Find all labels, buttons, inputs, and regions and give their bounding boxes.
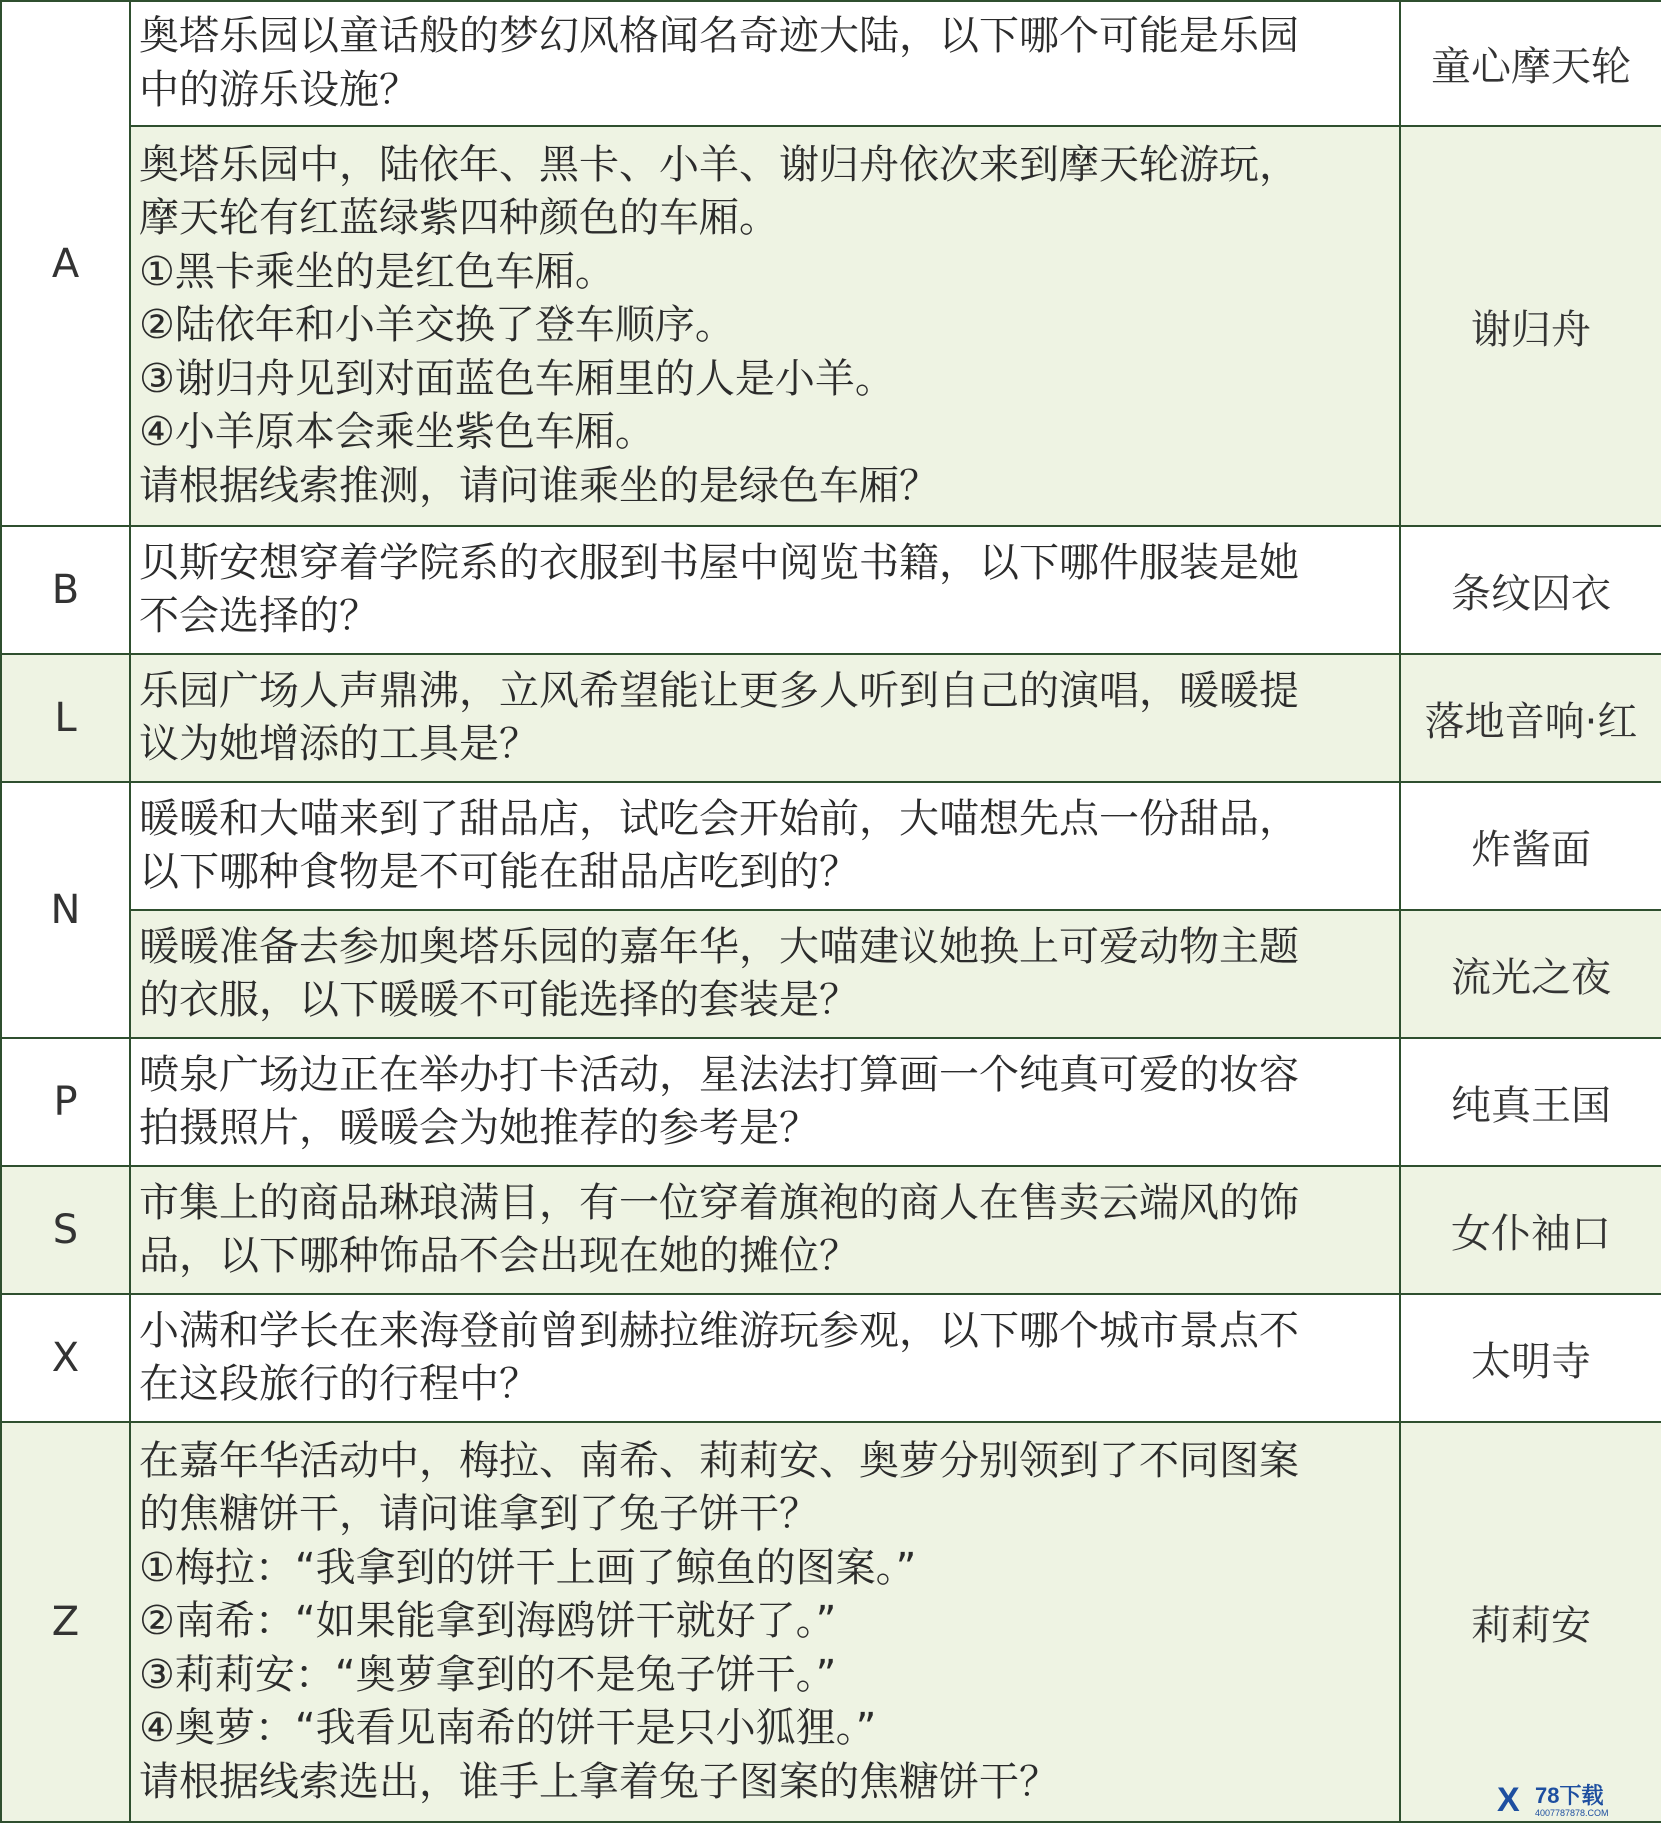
- table-row: [1, 1, 1661, 126]
- row-letter: Z: [1, 1422, 130, 1822]
- row-letter: P: [1, 1038, 130, 1166]
- table-body: [1, 1, 1661, 1822]
- question-line: 喷泉广场边正在举办打卡活动，星法法打算画一个纯真可爱的妆容: [139, 1051, 1299, 1098]
- question-line: 在这段旅行的行程中？: [139, 1361, 539, 1407]
- question-cell: [130, 126, 1400, 526]
- question-line: ①梅拉：“我拿到的饼干上画了鲸鱼的图案。”: [139, 1544, 917, 1591]
- row-letter: S: [1, 1166, 130, 1294]
- question-line: 拍摄照片，暖暖会为她推荐的参考是？: [139, 1105, 819, 1151]
- question-line: 小满和学长在来海登前曾到赫拉维游玩参观，以下哪个城市景点不: [139, 1307, 1299, 1354]
- answer-cell: 莉莉安: [1400, 1422, 1661, 1822]
- table-row: [1, 910, 1661, 1038]
- question-line: 乐园广场人声鼎沸，立风希望能让更多人听到自己的演唱，暖暖提: [139, 667, 1299, 714]
- answer-cell: 童心摩天轮: [1400, 1, 1661, 126]
- question-line: 奥塔乐园以童话般的梦幻风格闻名奇迹大陆，以下哪个可能是乐园: [139, 13, 1299, 59]
- question-line: 的衣服，以下暖暖不可能选择的套装是？: [139, 977, 859, 1023]
- question-line: ②陆依年和小羊交换了登车顺序。: [139, 302, 735, 349]
- question-line: ①黑卡乘坐的是红色车厢。: [139, 248, 615, 295]
- question-line: 暖暖准备去参加奥塔乐园的嘉年华，大喵建议她换上可爱动物主题: [139, 923, 1299, 970]
- answer-cell: 流光之夜: [1400, 910, 1661, 1038]
- answer-cell: 谢归舟: [1400, 126, 1661, 526]
- table-row: [1, 654, 1661, 782]
- question-line: 不会选择的？: [139, 593, 379, 639]
- question-line: 暖暖和大喵来到了甜品店，试吃会开始前，大喵想先点一份甜品，: [139, 795, 1299, 842]
- question-cell: [130, 782, 1400, 910]
- question-line: ③谢归舟见到对面蓝色车厢里的人是小羊。: [139, 355, 895, 402]
- row-letter: B: [1, 526, 130, 654]
- question-line: 在嘉年华活动中，梅拉、南希、莉莉安、奥萝分别领到了不同图案: [139, 1437, 1299, 1484]
- question-line: 的焦糖饼干，请问谁拿到了兔子饼干？: [139, 1491, 819, 1538]
- answer-cell: 落地音响·红: [1400, 654, 1661, 782]
- answer-cell: 纯真王国: [1400, 1038, 1661, 1166]
- row-letter: L: [1, 654, 130, 782]
- question-line: 请根据线索推测，请问谁乘坐的是绿色车厢？: [139, 462, 939, 509]
- row-letter: N: [1, 782, 130, 1038]
- answer-cell: 条纹囚衣: [1400, 526, 1661, 654]
- answer-cell: 太明寺: [1400, 1294, 1661, 1422]
- question-cell: [130, 910, 1400, 1038]
- question-cell: [130, 1166, 1400, 1294]
- watermark-x-icon: X: [1497, 1781, 1520, 1819]
- question-line: ④奥萝：“我看见南希的饼干是只小狐狸。”: [139, 1705, 877, 1752]
- question-line: 摩天轮有红蓝绿紫四种颜色的车厢。: [139, 195, 779, 242]
- question-cell: [130, 526, 1400, 654]
- question-line: 市集上的商品琳琅满目，有一位穿着旗袍的商人在售卖云端风的饰: [139, 1179, 1299, 1226]
- question-line: 请根据线索选出，谁手上拿着兔子图案的焦糖饼干？: [139, 1758, 1059, 1805]
- question-line: ③莉莉安：“奥萝拿到的不是兔子饼干。”: [139, 1651, 837, 1698]
- question-cell: [130, 1, 1400, 126]
- question-line: ④小羊原本会乘坐紫色车厢。: [139, 409, 655, 456]
- table-row: [1, 526, 1661, 654]
- answer-cell: 女仆袖口: [1400, 1166, 1661, 1294]
- table-row: [1, 126, 1661, 526]
- answer-cell: 炸酱面: [1400, 782, 1661, 910]
- question-cell: [130, 1422, 1400, 1822]
- question-line: 奥塔乐园中，陆依年、黑卡、小羊、谢归舟依次来到摩天轮游玩，: [139, 141, 1299, 188]
- table-row: [1, 782, 1661, 910]
- question-line: 贝斯安想穿着学院系的衣服到书屋中阅览书籍，以下哪件服装是她: [139, 539, 1299, 586]
- question-line: 中的游乐设施？: [139, 66, 419, 113]
- table-row: [1, 1422, 1661, 1822]
- question-line: ②南希：“如果能拿到海鸥饼干就好了。”: [139, 1598, 837, 1645]
- table-row: [1, 1294, 1661, 1422]
- question-cell: [130, 1038, 1400, 1166]
- watermark-site: 4007787878.COM: [1535, 1808, 1609, 1818]
- question-cell: [130, 654, 1400, 782]
- question-line: 议为她增添的工具是？: [139, 721, 539, 767]
- table-row: [1, 1166, 1661, 1294]
- watermark-logo: [1495, 1781, 1655, 1819]
- question-cell: [130, 1294, 1400, 1422]
- watermark-brand: 78下载: [1535, 1783, 1604, 1808]
- question-line: 品，以下哪种饰品不会出现在她的摊位？: [139, 1233, 859, 1279]
- question-line: 以下哪种食物是不可能在甜品店吃到的？: [139, 849, 859, 895]
- row-letter: X: [1, 1294, 130, 1422]
- table-row: [1, 1038, 1661, 1166]
- row-letter: A: [1, 1, 130, 526]
